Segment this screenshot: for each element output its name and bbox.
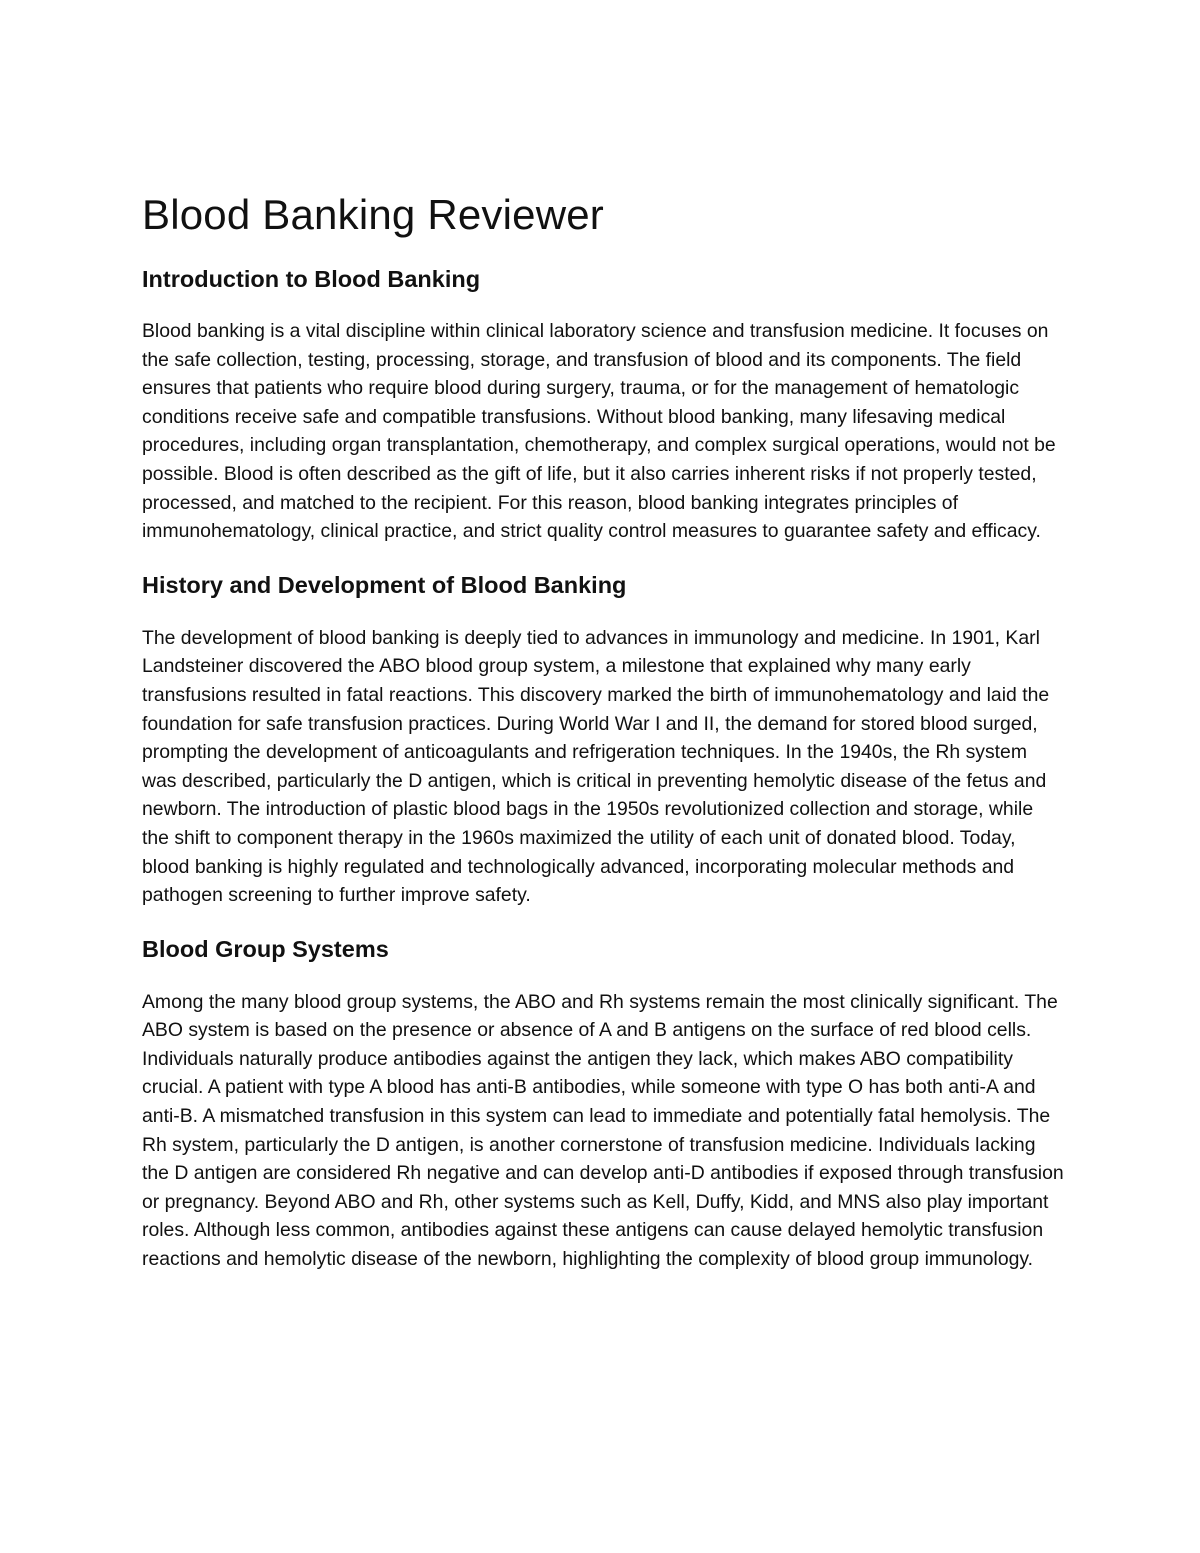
section-heading: History and Development of Blood Banking [142, 571, 627, 598]
section-blood-group-systems [142, 934, 1064, 1274]
document-page [142, 188, 1064, 1274]
section-paragraph: The development of blood banking is deeply tied to advances in immunology and medicine. In 1901, Karl Landsteiner discovered the ABO blood group system, a milestone that explained why many early transfusions resulted in fatal reactions. This discovery marked the birth of immunohematology and laid the foundation for safe transfusion practices. During World War I and II, the demand for stored blood surged, prompting the development of anticoagulants and refrigeration techniques. In the 1940s, the Rh system was described, particularly the D antigen, which is critical in preventing hemolytic disease of the fetus and newborn. The introduction of plastic blood bags in the 1950s revolutionized collection and storage, while the shift to component therapy in the 1960s maximized the utility of each unit of donated blood. Today, blood banking is highly regulated and technologically advanced, incorporating molecular methods and pathogen screening to further improve safety. [142, 626, 1050, 907]
document-title: Blood Banking Reviewer [142, 191, 604, 238]
section-paragraph: Among the many blood group systems, the ABO and Rh systems remain the most clinically significant. The ABO system is based on the presence or absence of A and B antigens on the surface of red blood cells. Individuals naturally produce antibodies against the antigen they lack, which makes ABO compatibility crucial. A patient with type A blood has anti-B antibodies, while someone with type O has both anti-A and anti-B. A mismatched transfusion in this system can lead to immediate and potentially fatal hemolysis. The Rh system, particularly the D antigen, is another cornerstone of transfusion medicine. Individuals lacking the D antigen are considered Rh negative and can develop anti-D antibodies if exposed through transfusion or pregnancy. Beyond ABO and Rh, other systems such as Kell, Duffy, Kidd, and MNS also play important roles. Although less common, antibodies against these antigens can cause delayed hemolytic transfusion reactions and hemolytic disease of the newborn, highlighting the complexity of blood group immunology. [142, 990, 1064, 1271]
section-heading: Blood Group Systems [142, 935, 389, 962]
section-paragraph: Blood banking is a vital discipline within clinical laboratory science and transfusion medicine. It focuses on the safe collection, testing, processing, storage, and transfusion of blood and its components. The field ensures that patients who require blood during surgery, trauma, or for the management of hematologic conditions receive safe and compatible transfusions. Without blood banking, many lifesaving medical procedures, including organ transplantation, chemotherapy, and complex surgical operations, would not be possible. Blood is often described as the gift of life, but it also carries inherent risks if not properly tested, processed, and matched to the recipient. For this reason, blood banking integrates principles of immunohematology, clinical practice, and strict quality control measures to guarantee safety and efficacy. [142, 320, 1056, 543]
section-heading: Introduction to Blood Banking [142, 266, 481, 292]
section-introduction [142, 264, 1064, 546]
section-history [142, 570, 1064, 910]
